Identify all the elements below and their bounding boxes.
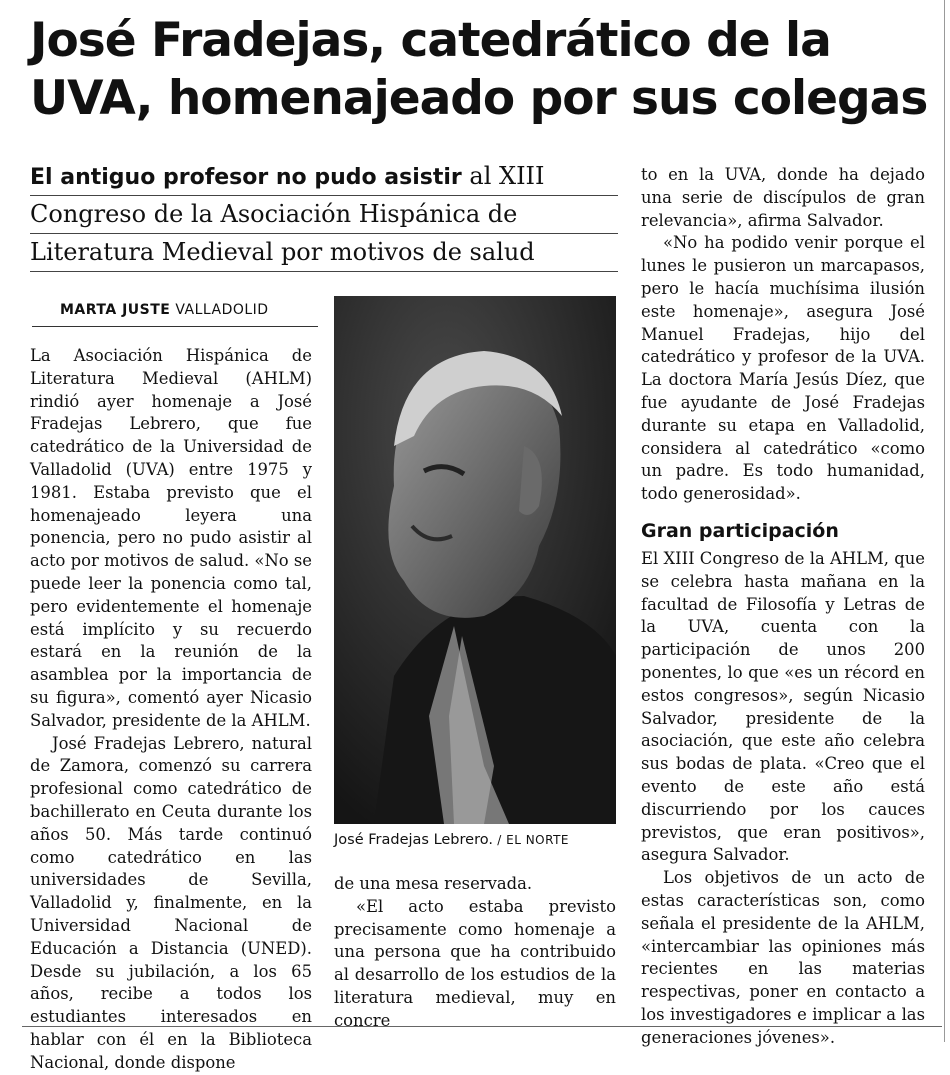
bottom-rule: [22, 1026, 942, 1027]
paragraph-6: Los objetivos de un acto de estas características son, como señala el presidente de la AHLM, «intercambiar las opiniones más recientes en las materias respectivas, poner en contacto a los investigadores e implicar a las generaciones jóvenes».: [641, 868, 925, 1047]
paragraph-5: El XIII Congreso de la AHLM, que se celebra hasta mañana en la facultad de Filosofía y Letras de la UVA, cuenta con la participación de unos 200 ponentes, lo que «es un récord en estos congresos», según Nicasio Salvador, presidente de la asociación, que este año celebra sus bodas de plata. «Creo que el evento de este año está discurriendo por los cauces previstos, que eran positivos», asegura Salvador.: [641, 548, 925, 865]
subhead-line-1: [30, 158, 618, 196]
portrait-illustration: [334, 296, 616, 824]
article-column-2: [334, 873, 616, 1033]
paragraph-3: «El acto estaba previsto precisamente como homenaje a una persona que ha contribuido al desarrollo de los estudios de la literatura medieval, muy en concre: [334, 896, 616, 1030]
subhead-strong: El antiguo profesor no pudo asistir: [30, 165, 462, 190]
photo-caption: [334, 832, 624, 848]
article-column-3: [641, 164, 925, 1049]
caption-name: José Fradejas Lebrero.: [334, 832, 493, 848]
paragraph-2-continued: de una mesa reservada.: [334, 874, 533, 893]
subhead-line-3: Literatura Medieval por motivos de salud: [30, 234, 618, 272]
caption-credit: / EL NORTE: [492, 833, 570, 847]
paragraph-3-continued: to en la UVA, donde ha dejado una serie de discípulos de gran relevancia», afirma Salvador.: [641, 165, 925, 230]
paragraph-4: «No ha podido venir porque el lunes le pusieron un marcapasos, pero le hacía muchísima ilusión este homenaje», asegura José Manuel Fradejas, hijo del catedrático y profesor de la UVA. La doctora María Jesús Díez, que fue ayudante de José Fradejas durante su etapa en Valladolid, considera al catedrático «como un padre. Es todo humanidad, todo generosidad».: [641, 233, 925, 504]
section-title: Gran participación: [641, 519, 839, 542]
subhead-line1-rest: al XIII: [461, 162, 545, 190]
article-headline: José Fradejas, catedrático de la UVA, homenajeado por sus colegas: [30, 13, 928, 126]
right-edge-rule: [944, 0, 945, 1042]
article-column-1: [30, 345, 312, 1075]
byline-place: VALLADOLID: [170, 302, 269, 318]
paragraph-2: José Fradejas Lebrero, natural de Zamora, comenzó su carrera profesional como catedrático de bachillerato en Ceuta durante los años 50. Más tarde continuó como catedrático en las universidades de Sevilla, Valladolid y, finalmente, en la Universidad Nacional de Educación a Distancia (UNED). Desde su jubilación, a los 65 años, recibe a todos los estudiantes interesados en hablar con él en la Biblioteca Nacional, donde dispone: [30, 733, 312, 1072]
subhead-line-2: Congreso de la Asociación Hispánica de: [30, 196, 618, 234]
paragraph-1: La Asociación Hispánica de Literatura Medieval (AHLM) rindió ayer homenaje a José Fradejas Lebrero, que fue catedrático de la Universidad de Valladolid (UVA) entre 1975 y 1981. Estaba previsto que el homenajeado leyera una ponencia, pero no pudo asistir al acto por motivos de salud. «No se puede leer la ponencia como tal, pero evidentemente el homenaje está implícito y su recuerdo estará en la reunión de la asamblea por la importancia de su figura», comentó ayer Nicasio Salvador, presidente de la AHLM.: [30, 346, 312, 730]
byline-author: MARTA JUSTE: [60, 302, 171, 318]
article-subhead: [30, 158, 618, 272]
portrait-photo: [334, 296, 616, 824]
byline: [32, 296, 318, 327]
